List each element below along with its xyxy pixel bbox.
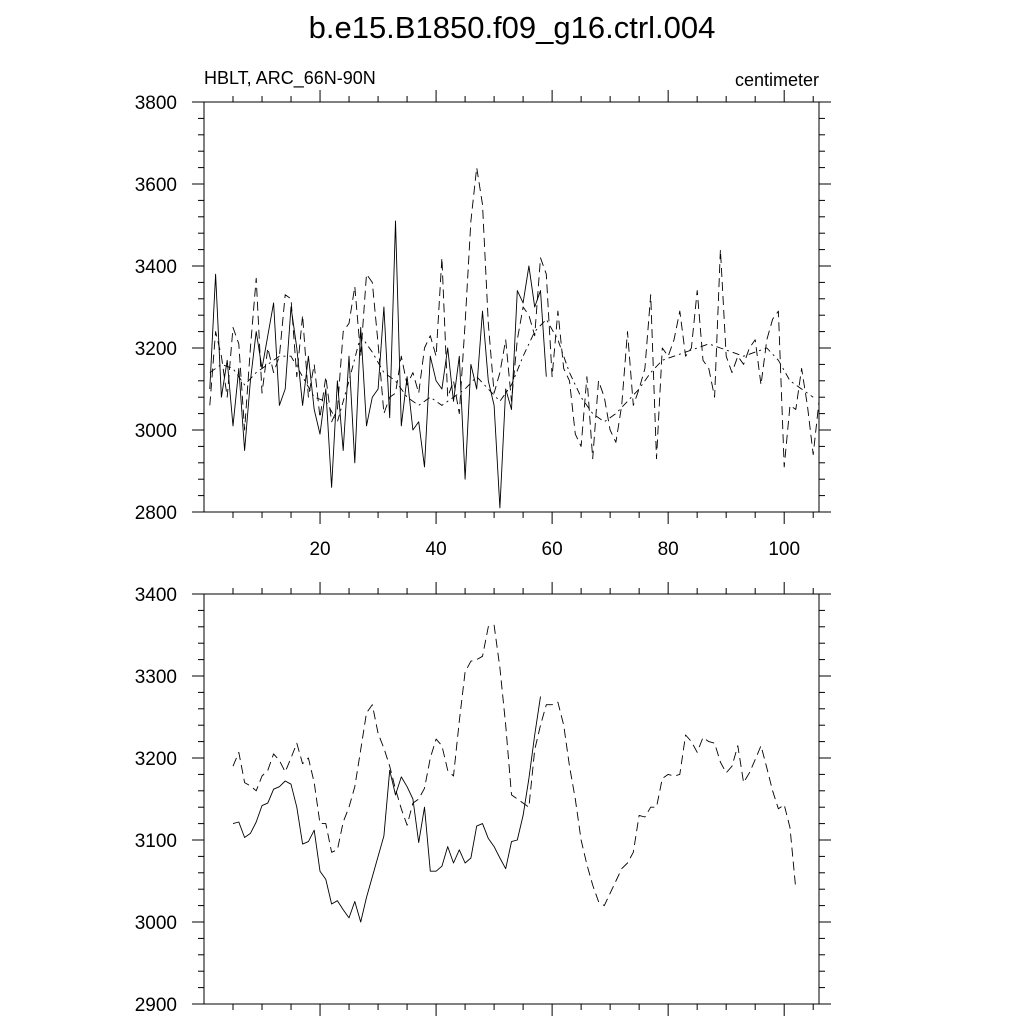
y-tick-label: 3400 xyxy=(134,585,177,606)
series-line-1 xyxy=(233,697,541,923)
x-tick-label: 60 xyxy=(541,539,563,560)
series-line-2 xyxy=(210,168,819,467)
x-tick-label: 80 xyxy=(657,539,679,560)
top-series-group xyxy=(210,168,819,508)
bottom-panel xyxy=(135,582,831,1016)
y-tick-label: 3800 xyxy=(134,93,177,114)
units-label: centimeter xyxy=(734,70,819,90)
bottom-series-group xyxy=(233,625,796,922)
y-tick-label: 3600 xyxy=(134,175,177,196)
y-tick-label: 2800 xyxy=(134,503,177,524)
figure-title: b.e15.B1850.f09_g16.ctrl.004 xyxy=(308,10,716,45)
y-tick-label: 3200 xyxy=(134,339,177,360)
bottom-plot-frame xyxy=(204,594,819,1004)
bottom-tick-labels xyxy=(135,585,177,1016)
x-tick-label: 100 xyxy=(768,539,801,560)
top-axis-ticks xyxy=(192,90,831,524)
series-line-2 xyxy=(233,625,796,905)
x-tick-label: 20 xyxy=(309,539,331,560)
y-tick-label: 3100 xyxy=(134,831,177,852)
top-panel xyxy=(135,68,831,560)
top-plot-frame xyxy=(204,102,819,512)
bottom-axis-ticks xyxy=(192,582,831,1016)
y-tick-label: 3300 xyxy=(134,667,177,688)
y-tick-label: 3000 xyxy=(134,913,177,934)
y-tick-label: 3000 xyxy=(134,421,177,442)
top-tick-labels xyxy=(135,93,800,560)
variable-region-label: HBLT, ARC_66N-90N xyxy=(204,68,376,88)
y-tick-label: 3200 xyxy=(134,749,177,770)
x-tick-label: 40 xyxy=(425,539,447,560)
y-tick-label: 3400 xyxy=(134,257,177,278)
y-tick-label: 2900 xyxy=(134,995,177,1016)
